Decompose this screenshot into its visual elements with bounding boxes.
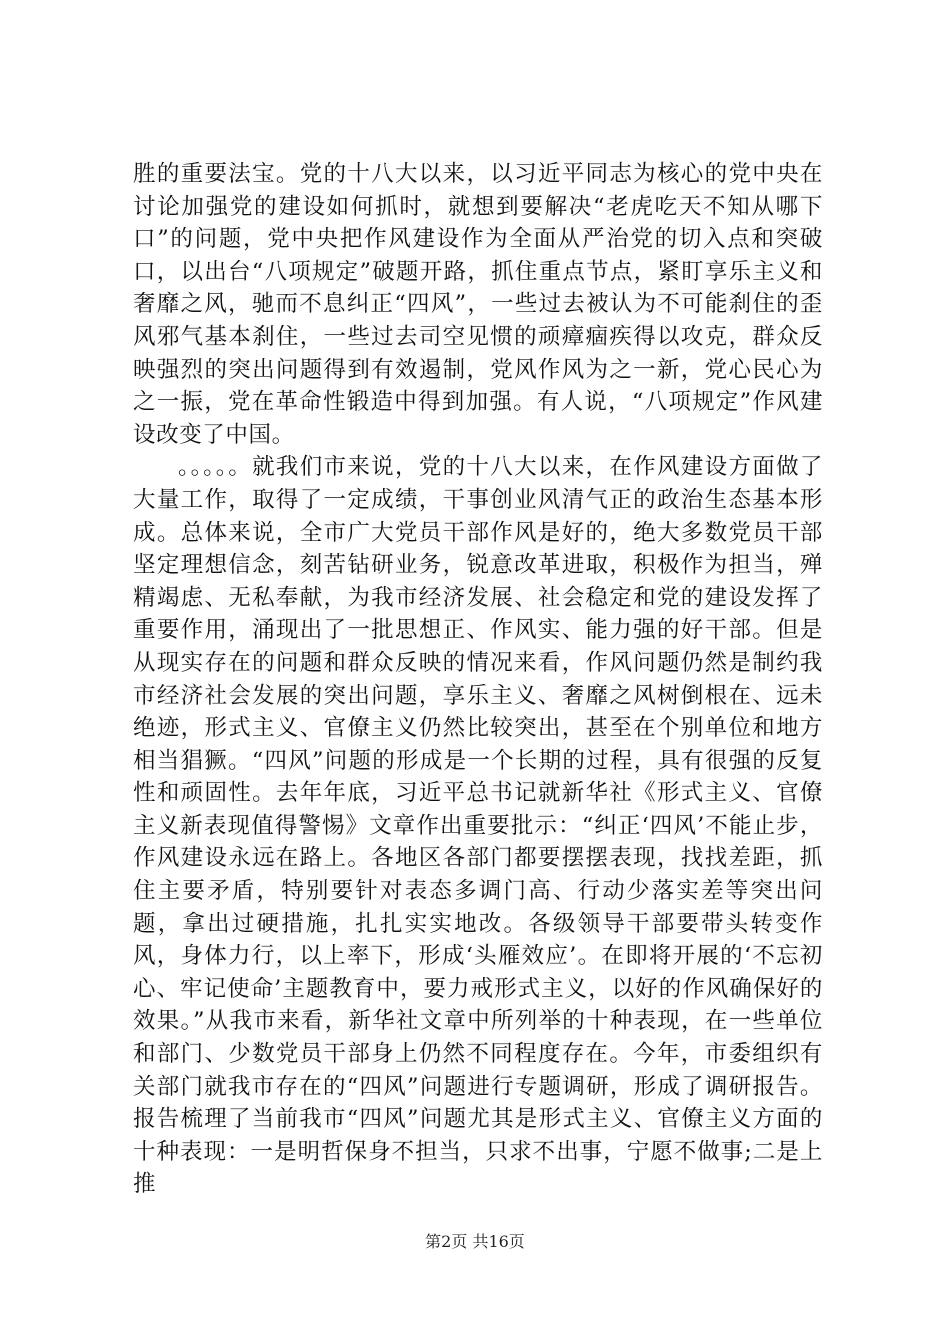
paragraph-2: 。。。。。就我们市来说，党的十八大以来，在作风建设方面做了大量工作，取得了一定成绩，干事创业风清气正的政治生态基本形成。总体来说，全市广大党员干部作风是好的，绝大多数党员干部坚定理想信念，刻苦钻研业务，锐意改革进取，积极作为担当，殚精竭虑、无私奉献，为我市经济发展、社会稳定和党的建设发挥了重要作用，涌现出了一批思想正、作风实、能力强的好干部。但是从现实存在的问题和群众反映的情况来看，作风问题仍然是制约我市经济社会发展的突出问题，享乐主义、奢靡之风树倒根在、远未绝迹，形式主义、官僚主义仍然比较突出，甚至在个别单位和地方相当猖獗。“四风”问题的形成是一个长期的过程，具有很强的反复性和顽固性。去年年底，习近平总书记就新华社《形式主义、官僚主义新表现值得警惕》文章作出重要批示：“纠正‘四风’不能止步，作风建设永远在路上。各地区各部门都要摆摆表现，找找差距，抓住主要矛盾，特别要针对表态多调门高、行动少落实差等突出问题，拿出过硬措施，扎扎实实地改。各级领导干部要带头转变作风，身体力行，以上率下，形成‘头雁效应’。在即将开展的‘不忘初心、牢记使命’主题教育中，要力戒形式主义，以好的作风确保好的效果。”从我市来看，新华社文章中所列举的十种表现，在一些单位和部门、少数党员干部身上仍然不同程度存在。今年，市委组织有关部门就我市存在的“四风”问题进行专题调研，形成了调研报告。报告梳理了当前我市“四风”问题尤其是形式主义、官僚主义方面的十种表现：一是明哲保身不担当，只求不出事，宁愿不做事;二是上推 xyxy=(133,454,823,1198)
page-number-footer: 第2页 共16页 xyxy=(425,1232,525,1251)
document-body xyxy=(133,158,823,1201)
paragraph-1: 胜的重要法宝。党的十八大以来，以习近平同志为核心的党中央在讨论加强党的建设如何抓时，就想到要解决“老虎吃天不知从哪下口”的问题，党中央把作风建设作为全面从严治党的切入点和突破口，以出台“八项规定”破题开路，抓住重点节点，紧盯享乐主义和奢靡之风，驰而不息纠正“四风”，一些过去被认为不可能刹住的歪风邪气基本刹住，一些过去司空见惯的顽瘴痼疾得以攻克，群众反映强烈的突出问题得到有效遏制，党风作风为之一新，党心民心为之一振，党在革命性锻造中得到加强。有人说，“八项规定”作风建设改变了中国。 xyxy=(133,161,823,448)
